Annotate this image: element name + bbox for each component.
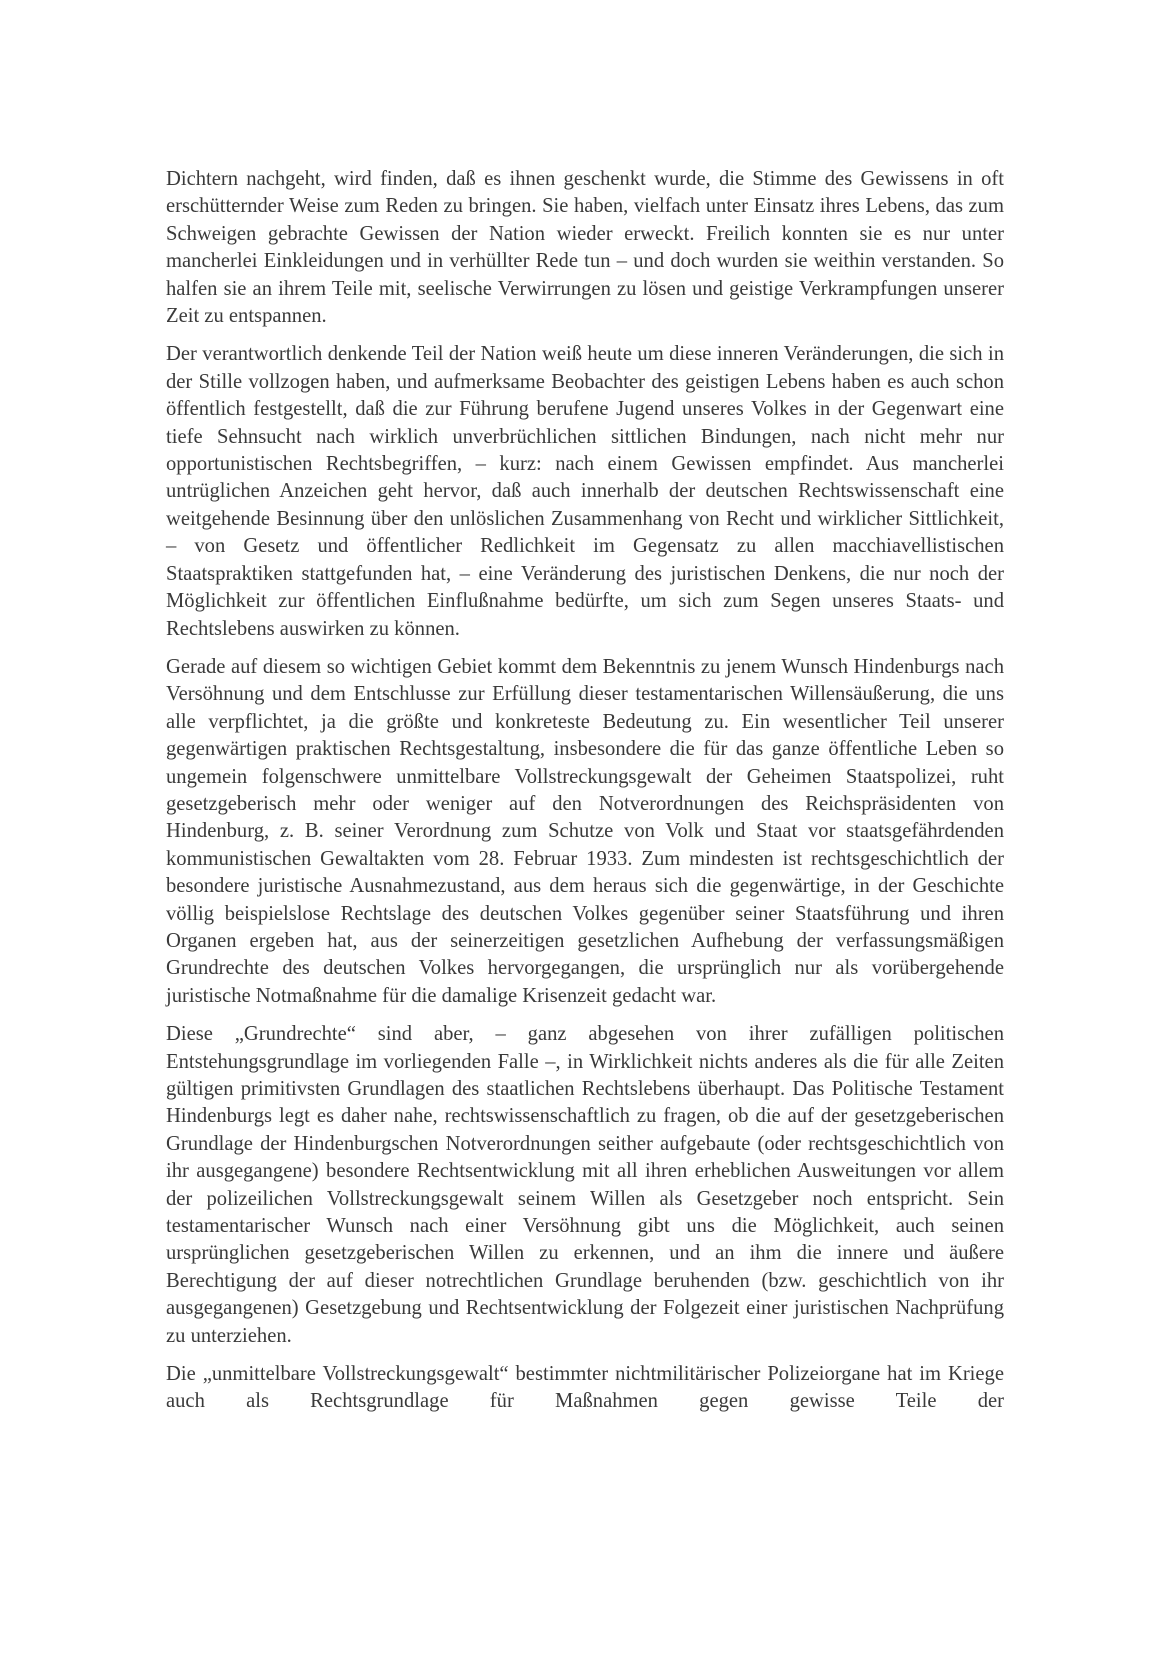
body-text <box>166 166 1004 1427</box>
paragraph-1: Dichtern nachgeht, wird finden, daß es ihnen geschenkt wurde, die Stimme des Gewissens in oft erschütternder Weise zum Reden zu bringen. Sie haben, vielfach unter Einsatz ihres Lebens, das zum Schweigen gebrachte Gewissen der Nation wieder erweckt. Freilich konnten sie es nur unter mancherlei Einkleidungen und in verhüllter Rede tun – und doch wurden sie weithin verstanden. So halfen sie an ihrem Teile mit, seelische Verwirrungen zu lösen und geistige Verkrampfungen unserer Zeit zu entspannen. <box>166 168 1004 328</box>
paragraph-5: Die „unmittelbare Vollstreckungsgewalt“ bestimmter nichtmilitärischer Polizeiorgane hat im Kriege auch als Rechtsgrundlage für Maßnahmen gegen gewisse Teile der <box>166 1363 1004 1413</box>
paragraph-3: Gerade auf diesem so wichtigen Gebiet kommt dem Bekenntnis zu jenem Wunsch Hindenburgs nach Versöhnung und dem Entschlusse zur Erfüllung dieser testamentarischen Willensäußerung, die uns alle verpflichtet, ja die größte und konkreteste Bedeutung zu. Ein wesentlicher Teil unserer gegenwärtigen praktischen Rechtsgestaltung, insbesondere die für das ganze öffentliche Leben so ungemein folgenschwere unmittelbare Vollstreckungsgewalt der Geheimen Staatspolizei, ruht gesetzgeberisch mehr oder weniger auf den Notverordnungen des Reichspräsidenten von Hindenburg, z. B. seiner Verordnung zum Schutze von Volk und Staat vor staatsgefährdenden kommunistischen Gewaltakten vom 28. Februar 1933. Zum mindesten ist rechtsgeschichtlich der besondere juristische Ausnahmezustand, aus dem heraus sich die gegenwärtige, in der Geschichte völlig beispielslose Rechtslage des deutschen Volkes gegenüber seiner Staatsführung und ihren Organen ergeben hat, aus der seinerzeitigen gesetzlichen Aufhebung der verfassungsmäßigen Grundrechte des deutschen Volkes hervorgegangen, die ursprünglich nur als vorübergehende juristische Notmaßnahme für die damalige Krisenzeit gedacht war. <box>166 655 1004 1007</box>
paragraph-4: Diese „Grundrechte“ sind aber, – ganz abgesehen von ihrer zufälligen politischen Entstehungsgrundlage im vorliegenden Falle –, in Wirklichkeit nichts anderes als die für alle Zeiten gültigen primitivsten Grundlagen des staatlichen Rechtslebens überhaupt. Das Politische Testament Hindenburgs legt es daher nahe, rechtswissenschaftlich zu fragen, ob die auf der gesetzgeberischen Grundlage der Hindenburgschen Notverordnungen seither aufgebaute (oder rechtsgeschichtlich von ihr ausgegangene) besondere Rechtsentwicklung mit all ihren erheblichen Ausweitungen vor allem der polizeilichen Vollstreckungsgewalt seinem Willen als Gesetzgeber noch entspricht. Sein testamentarischer Wunsch nach einer Versöhnung gibt uns die Möglichkeit, auch seinen ursprünglichen gesetzgeberischen Willen zu erkennen, und an ihm die innere und äußere Berechtigung der auf dieser notrechtlichen Grundlage beruhenden (bzw. geschichtlich von ihr ausgegangenen) Gesetzgebung und Rechtsentwicklung der Folgezeit einer juristischen Nachprüfung zu unterziehen. <box>166 1023 1004 1347</box>
paragraph-2: Der verantwortlich denkende Teil der Nation weiß heute um diese inneren Veränderungen, die sich in der Stille vollzogen haben, und aufmerksame Beobachter des geistigen Lebens haben es auch schon öffentlich festgestellt, daß die zur Führung berufene Jugend unseres Volkes in der Gegenwart eine tiefe Sehnsucht nach wirklich unverbrüchlichen sittlichen Bindungen, nach nicht mehr nur opportunistischen Rechtsbegriffen, – kurz: nach einem Gewissen empfindet. Aus mancherlei untrüglichen Anzeichen geht hervor, daß auch innerhalb der deutschen Rechtswissenschaft eine weitgehende Besinnung über den unlöslichen Zusammenhang von Recht und wirklicher Sittlichkeit, – von Gesetz und öffentlicher Redlichkeit im Gegensatz zu allen macchiavellistischen Staatspraktiken stattgefunden hat, – eine Veränderung des juristischen Denkens, die nur noch der Möglichkeit zur öffentlichen Einflußnahme bedürfte, um sich zum Segen unseres Staats- und Rechtslebens auswirken zu können. <box>166 343 1004 640</box>
